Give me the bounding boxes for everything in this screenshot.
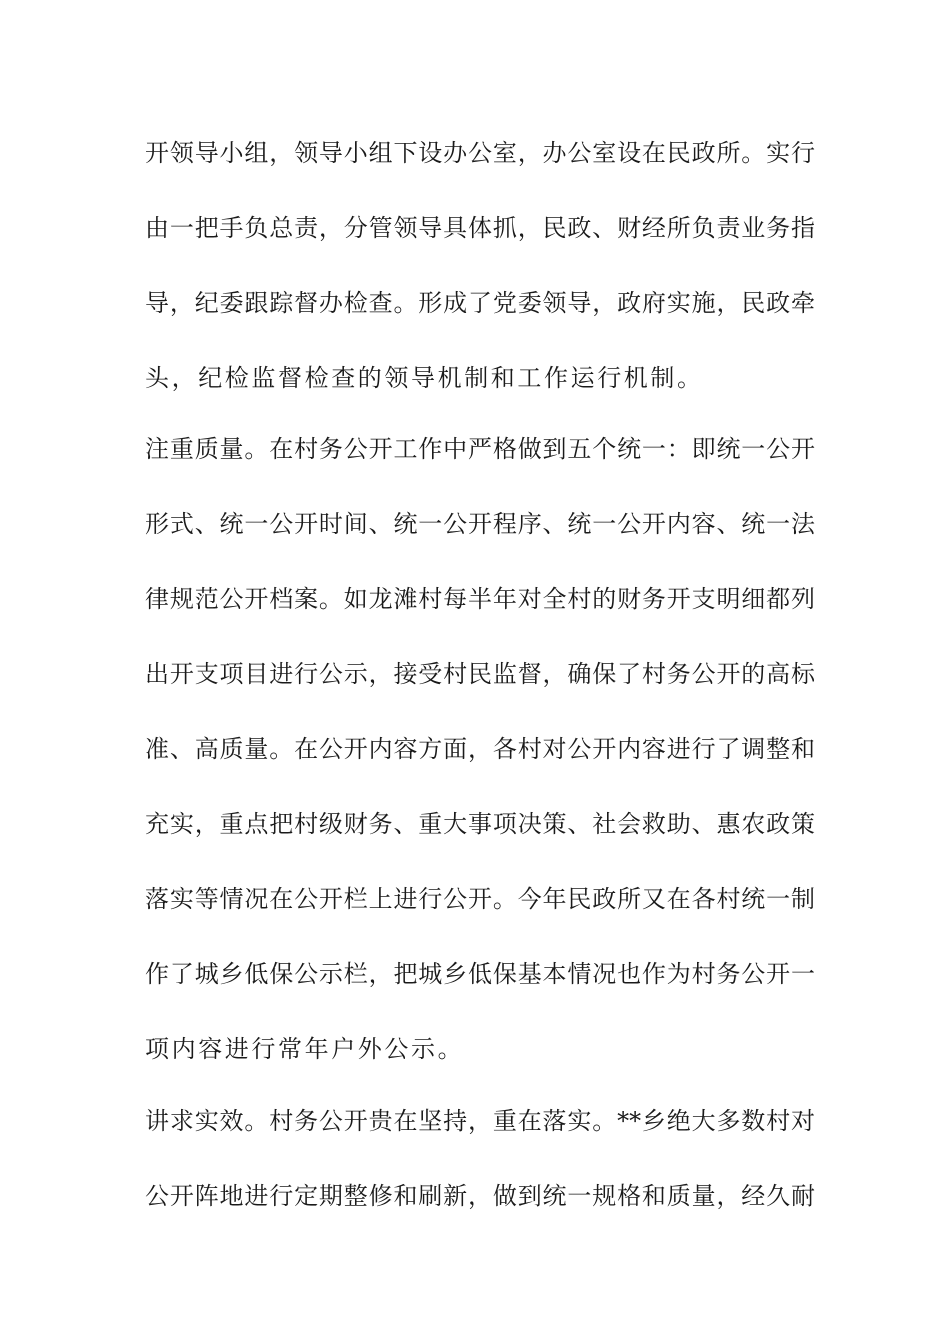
text-line: 公开阵地进行定期整修和刷新，做到统一规格和质量，经久耐 [145, 1182, 815, 1210]
text-line: 由一把手负总责，分管领导具体抓，民政、财经所负责业务指 [145, 214, 815, 242]
text-line: 律规范公开档案。如龙滩村每半年对全村的财务开支明细都列 [145, 585, 815, 613]
text-line: 准、高质量。在公开内容方面，各村对公开内容进行了调整和 [145, 735, 815, 763]
text-line: 导，纪委跟踪督办检查。形成了党委领导，政府实施，民政牵 [145, 289, 815, 317]
text-line: 开领导小组，领导小组下设办公室，办公室设在民政所。实行 [145, 139, 815, 167]
text-line: 出开支项目进行公示，接受村民监督，确保了村务公开的高标 [145, 660, 815, 688]
text-line: 头，纪检监督检查的领导机制和工作运行机制。 [145, 364, 704, 392]
text-line: 项内容进行常年户外公示。 [145, 1035, 465, 1063]
text-line: 充实，重点把村级财务、重大事项决策、社会救助、惠农政策 [145, 810, 815, 838]
text-line: 作了城乡低保公示栏，把城乡低保基本情况也作为村务公开一 [145, 960, 815, 988]
text-line: 落实等情况在公开栏上进行公开。今年民政所又在各村统一制 [145, 885, 815, 913]
text-line: 形式、统一公开时间、统一公开程序、统一公开内容、统一法 [145, 510, 815, 538]
text-line: 注重质量。在村务公开工作中严格做到五个统一：即统一公开 [145, 435, 815, 463]
text-line: 讲求实效。村务公开贵在坚持，重在落实。**乡绝大多数村对 [145, 1107, 815, 1135]
